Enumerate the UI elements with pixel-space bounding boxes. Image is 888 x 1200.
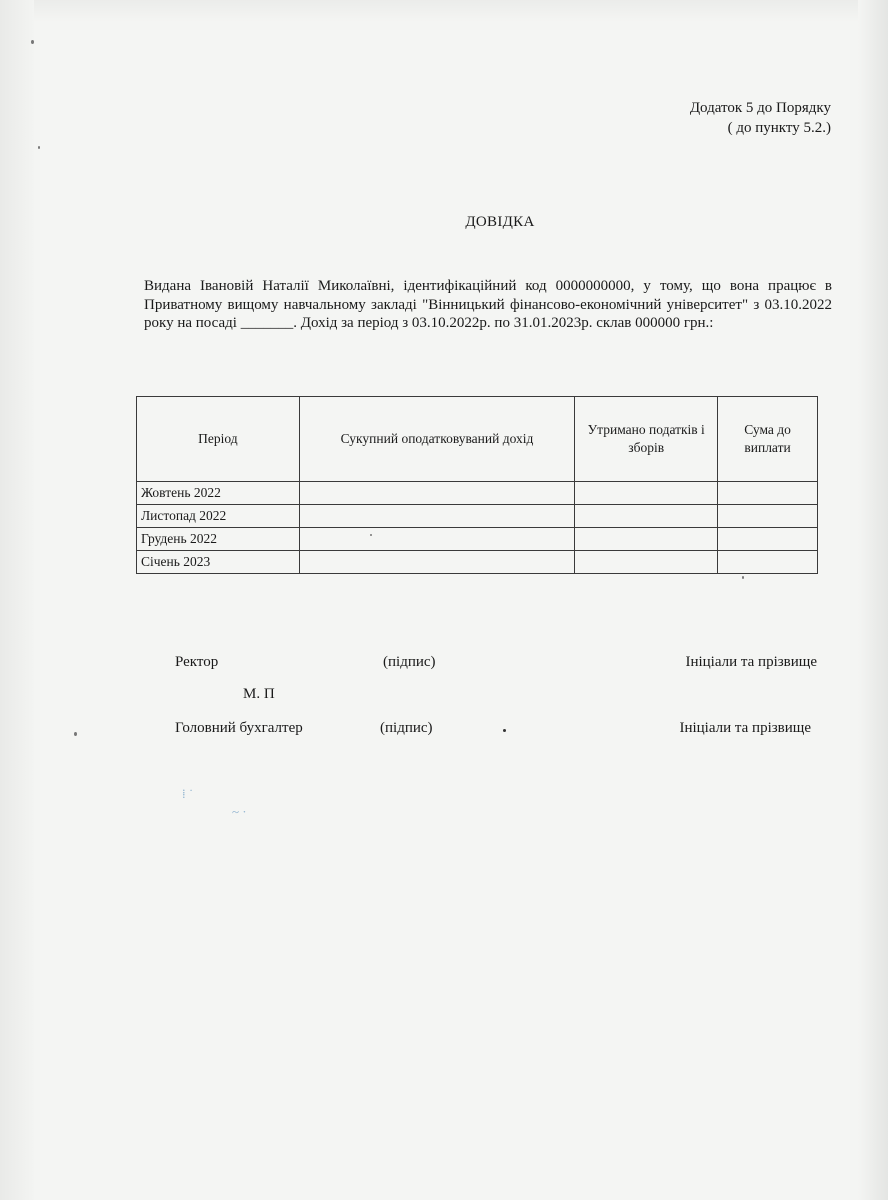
rector-signature-placeholder: (підпис)	[383, 654, 436, 670]
document-title: ДОВІДКА	[465, 214, 535, 230]
cell-period: Січень 2023	[137, 551, 300, 574]
accountant-signature-placeholder: (підпис)	[380, 720, 433, 736]
table-row	[137, 551, 818, 574]
header-total-taxable-income: Сукупний оподатковуваний дохід	[299, 397, 575, 482]
cell-income	[299, 505, 575, 528]
cell-taxes	[575, 482, 718, 505]
cell-period: Листопад 2022	[137, 505, 300, 528]
scan-ink-smudge: ~ ·	[232, 804, 247, 819]
cell-payable	[718, 528, 818, 551]
table-header-row	[137, 397, 818, 482]
cell-payable	[718, 505, 818, 528]
certificate-body: Видана Івановій Наталії Миколаївні, ідентифікаційний код 0000000000, у тому, що вона працює в Приватному вищому навчальному закладі "Вінницький фінансово-економічний університет" з 03.10.2022 року на посаді _______. Дохід за період з 03.10.2022р. по 31.01.2023р. склав 000000 грн.:	[144, 278, 832, 331]
table-row	[137, 528, 818, 551]
income-table	[136, 396, 818, 574]
cell-period: Жовтень 2022	[137, 482, 300, 505]
cell-payable	[718, 551, 818, 574]
header-amount-payable: Сума до виплати	[718, 397, 818, 482]
table-row	[137, 505, 818, 528]
annex-line-2: ( до пункту 5.2.)	[727, 120, 831, 136]
scan-ink-smudge: ⁞ ˙	[182, 786, 194, 801]
cell-taxes	[575, 505, 718, 528]
header-period: Період	[137, 397, 300, 482]
cell-payable	[718, 482, 818, 505]
seal-placeholder: М. П	[243, 686, 275, 702]
cell-period: Грудень 2022	[137, 528, 300, 551]
accountant-name-placeholder: Ініціали та прізвище	[679, 720, 811, 736]
cell-income	[299, 528, 575, 551]
cell-income	[299, 482, 575, 505]
header-taxes-withheld: Утримано податків і зборів	[575, 397, 718, 482]
accountant-title: Головний бухгалтер	[175, 720, 303, 736]
annex-line-1: Додаток 5 до Порядку	[689, 100, 831, 116]
cell-taxes	[575, 528, 718, 551]
annex-reference	[690, 98, 831, 138]
rector-title: Ректор	[175, 654, 219, 670]
cell-taxes	[575, 551, 718, 574]
table-row	[137, 482, 818, 505]
cell-income	[299, 551, 575, 574]
rector-name-placeholder: Ініціали та прізвище	[685, 654, 817, 670]
